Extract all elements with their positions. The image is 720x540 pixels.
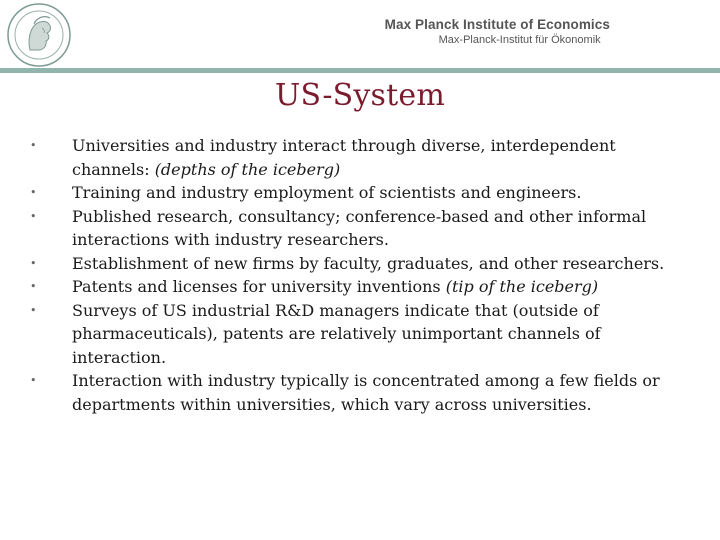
bullet-text: Patents and licenses for university inventions xyxy=(72,277,446,296)
slide-title: US-System xyxy=(274,78,446,113)
bullet-text: Training and industry employment of scientists and engineers. xyxy=(72,183,582,202)
org-name-german: Max-Planck-Institut für Ökonomik xyxy=(438,34,601,46)
bullet-item xyxy=(30,181,680,205)
bullet-item xyxy=(30,134,680,181)
bullet-emphasis: (tip of the iceberg) xyxy=(445,277,599,296)
bullet-item xyxy=(30,275,680,299)
header-divider xyxy=(0,68,720,73)
bullet-item xyxy=(30,205,680,252)
bullet-text: Published research, consultancy; conference-based and other informal interactions with industry researchers. xyxy=(72,206,647,249)
bullet-item xyxy=(30,369,680,416)
bullet-text: Establishment of new firms by faculty, graduates, and other researchers. xyxy=(72,253,665,273)
bullet-text: Surveys of US industrial R&D managers indicate that (outside of pharmaceuticals), patents are relatively unimportant channels of interaction. xyxy=(72,300,601,367)
bullet-text: Interaction with industry typically is concentrated among a few fields or departments within universities, which vary across universities. xyxy=(72,371,660,414)
bullet-text: Universities and industry interact through diverse, interdependent channels: xyxy=(72,136,616,179)
minerva-seal-icon xyxy=(6,2,72,68)
bullet-item xyxy=(30,299,680,370)
header xyxy=(0,0,720,72)
org-name-english: Max Planck Institute of Economics xyxy=(384,17,610,32)
bullet-item xyxy=(30,252,680,276)
organization-name xyxy=(385,17,610,46)
bullet-list xyxy=(30,134,680,416)
bullet-emphasis: (depths of the iceberg) xyxy=(154,159,341,179)
